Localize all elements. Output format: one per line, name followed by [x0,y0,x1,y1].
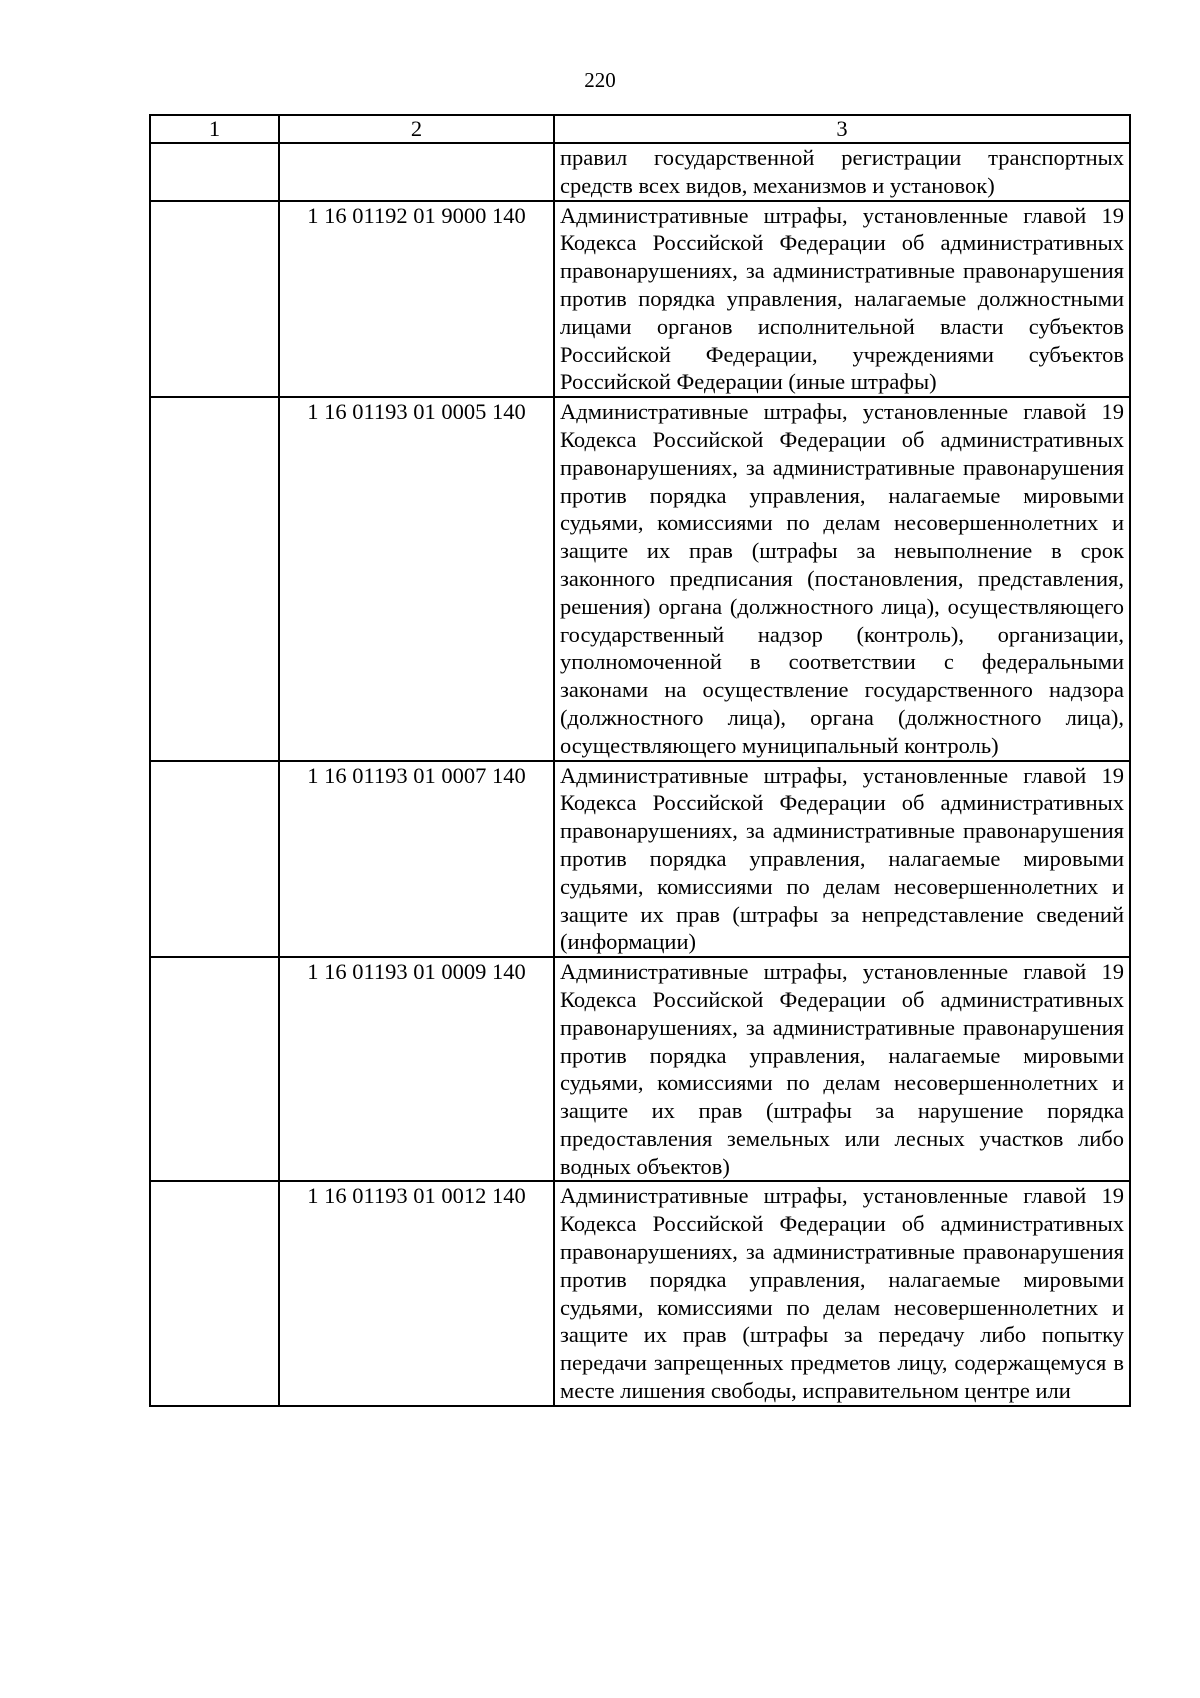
row-code: 1 16 01193 01 0005 140 [279,397,554,760]
row-col-1 [150,143,279,201]
row-description: правил государственной регистрации транспортных средств всех видов, механизмов и установок) [554,143,1130,201]
row-description: Административные штрафы, установленные главой 19 Кодекса Российской Федерации об административных правонарушениях, за административные правонарушения против порядка управления, налагаемые мировыми судьями, комиссиями по делам несовершеннолетних и защите их прав (штрафы за невыполнение в срок законного предписания (постановления, представления, решения) органа (должностного лица), осуществляющего государственный надзор (контроль), организации, уполномоченной в соответствии с федеральными законами на осуществление государственного надзора (должностного лица), органа (должностного лица), осуществляющего муниципальный контроль) [554,397,1130,760]
row-col-1 [150,761,279,958]
header-col-3: 3 [554,115,1130,143]
table-row [150,397,1130,760]
table-row [150,143,1130,201]
header-col-1: 1 [150,115,279,143]
row-col-1 [150,397,279,760]
codes-table [149,114,1131,1407]
row-code: 1 16 01193 01 0007 140 [279,761,554,958]
row-description: Административные штрафы, установленные главой 19 Кодекса Российской Федерации об административных правонарушениях, за административные правонарушения против порядка управления, налагаемые должностными лицами органов исполнительной власти субъектов Российской Федерации, учреждениями субъектов Российской Федерации (иные штрафы) [554,201,1130,398]
row-col-1 [150,957,279,1181]
row-code [279,143,554,201]
row-code: 1 16 01192 01 9000 140 [279,201,554,398]
table-row [150,761,1130,958]
table-row [150,957,1130,1181]
header-col-2: 2 [279,115,554,143]
table-row [150,1181,1130,1405]
row-col-1 [150,1181,279,1405]
table-row [150,201,1130,398]
row-code: 1 16 01193 01 0012 140 [279,1181,554,1405]
row-col-1 [150,201,279,398]
row-description: Административные штрафы, установленные главой 19 Кодекса Российской Федерации об административных правонарушениях, за административные правонарушения против порядка управления, налагаемые мировыми судьями, комиссиями по делам несовершеннолетних и защите их прав (штрафы за нарушение порядка предоставления земельных или лесных участков либо водных объектов) [554,957,1130,1181]
row-description: Административные штрафы, установленные главой 19 Кодекса Российской Федерации об административных правонарушениях, за административные правонарушения против порядка управления, налагаемые мировыми судьями, комиссиями по делам несовершеннолетних и защите их прав (штрафы за передачу либо попытку передачи запрещенных предметов лицу, содержащемуся в месте лишения свободы, исправительном центре или [554,1181,1130,1405]
table-header-row [150,115,1130,143]
row-code: 1 16 01193 01 0009 140 [279,957,554,1181]
page-number: 220 [584,68,616,92]
row-description: Административные штрафы, установленные главой 19 Кодекса Российской Федерации об административных правонарушениях, за административные правонарушения против порядка управления, налагаемые мировыми судьями, комиссиями по делам несовершеннолетних и защите их прав (штрафы за непредставление сведений (информации) [554,761,1130,958]
